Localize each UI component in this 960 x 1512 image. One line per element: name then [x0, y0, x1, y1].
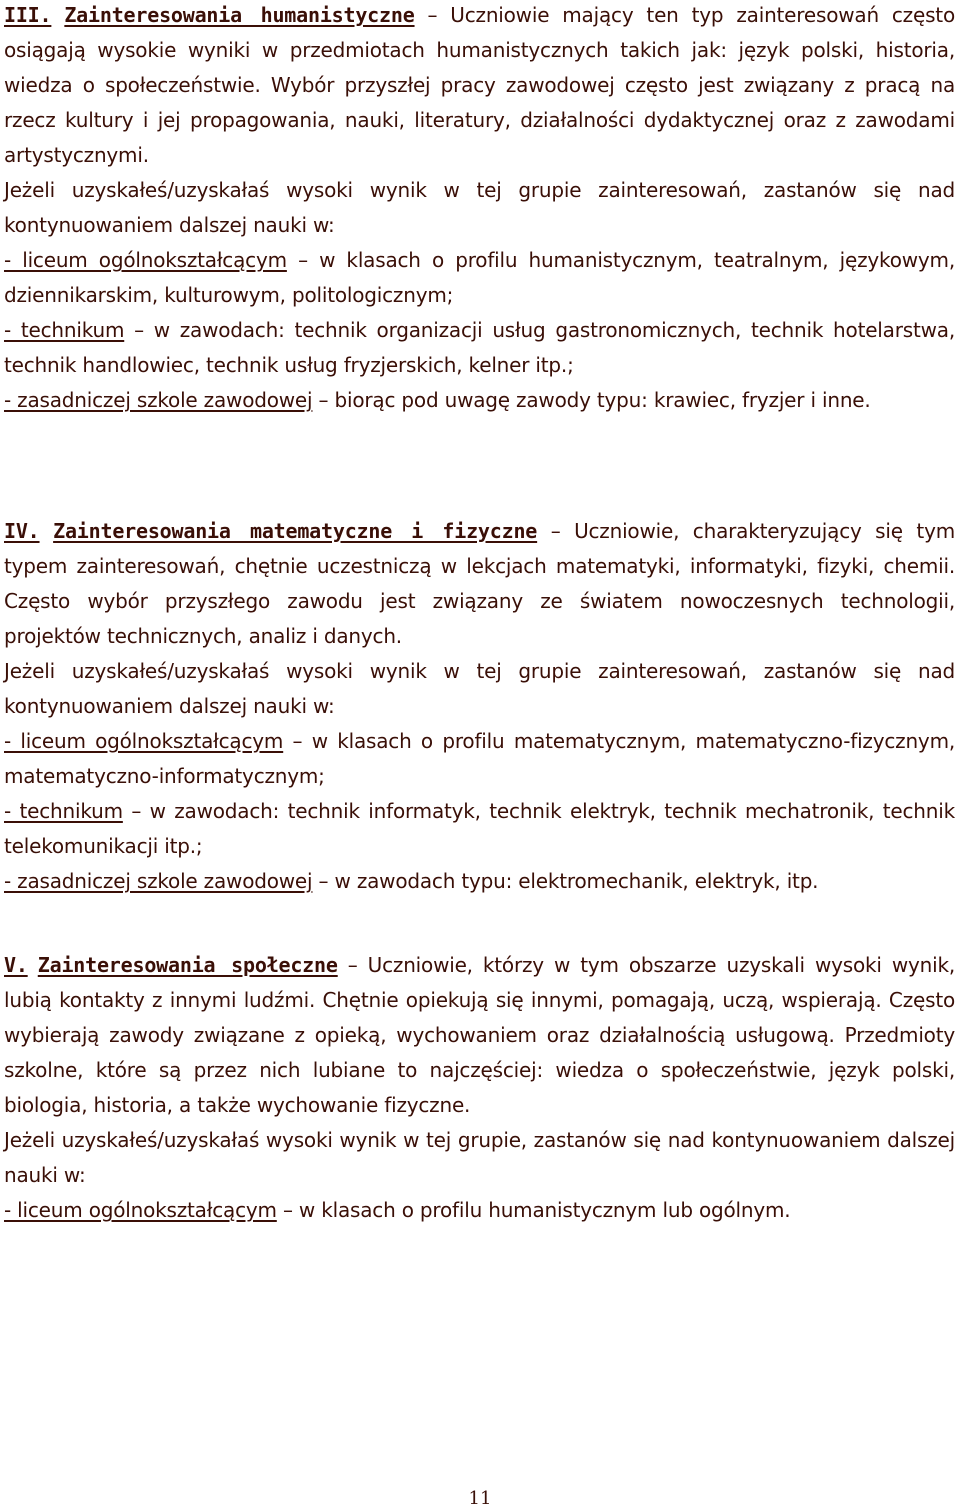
school-option	[4, 724, 955, 794]
school-option-label: - zasadniczej szkole zawodowej	[4, 388, 313, 412]
section-number: V.	[4, 953, 28, 977]
school-option-text: – w klasach o profilu humanistycznym, teatralnym, językowym, dziennikarskim, kulturowym, politologicznym;	[4, 248, 955, 307]
school-option-label: - liceum ogólnokształcącym	[4, 248, 287, 272]
section-number: III.	[4, 3, 52, 27]
school-option	[4, 864, 955, 899]
school-option-text: – w zawodach typu: elektromechanik, elektryk, itp.	[312, 869, 819, 893]
section-humanistic	[4, 0, 955, 418]
school-option	[4, 1193, 955, 1228]
school-option-text: – w klasach o profilu matematycznym, matematyczno-fizycznym, matematyczno-informatycznym;	[4, 729, 956, 788]
school-option-text: – w zawodach: technik organizacji usług gastronomicznych, technik hotelarstwa, technik handlowiec, technik usług fryzjerskich, kelner itp.;	[4, 318, 955, 377]
section-description-text: – Uczniowie, którzy w tym obszarze uzyskali wysoki wynik, lubią kontakty z innymi ludźmi. Chętnie opiekują się innymi, pomagają, uczą, wspierają. Często wybierają zawody związane z opieką, wychowaniem oraz działalnością usługową. Przedmioty szkolne, które są przez nich lubiane to najczęściej: wiedza o społeczeństwie, język polski, biologia, historia, a także wychowanie fizyczne.	[4, 953, 955, 1117]
school-option-label: - zasadniczej szkole zawodowej	[4, 869, 313, 893]
section-number: IV.	[4, 519, 40, 543]
section-description-text: – Uczniowie, charakteryzujący się tym typem zainteresowań, chętnie uczestniczą w lekcjach matematyki, informatyki, fizyki, chemii. Często wybór przyszłego zawodu jest związany ze światem nowoczesnych technologii, projektów technicznych, analiz i danych.	[4, 519, 955, 648]
school-option	[4, 313, 955, 383]
section-description	[4, 948, 955, 1123]
section-description	[4, 0, 955, 173]
section-title: Zainteresowania społeczne	[37, 953, 338, 977]
school-option-label: - technikum	[4, 799, 123, 823]
school-option	[4, 243, 955, 313]
school-option-text: – w zawodach: technik informatyk, technik elektryk, technik mechatronik, technik telekomunikacji itp.;	[4, 799, 955, 858]
school-option-text: – biorąc pod uwagę zawody typu: krawiec, fryzjer i inne.	[312, 388, 871, 412]
page-number: 11	[468, 1488, 492, 1509]
school-option	[4, 383, 955, 418]
school-option-label: - technikum	[4, 318, 125, 342]
school-option-text: – w klasach o profilu humanistycznym lub ogólnym.	[276, 1198, 791, 1222]
section-intro: Jeżeli uzyskałeś/uzyskałaś wysoki wynik w tej grupie, zastanów się nad kontynuowaniem dalszej nauki w:	[4, 1128, 955, 1187]
school-option-label: - liceum ogólnokształcącym	[4, 1198, 277, 1222]
section-title: Zainteresowania humanistyczne	[64, 3, 415, 27]
section-intro: Jeżeli uzyskałeś/uzyskałaś wysoki wynik w tej grupie zainteresowań, zastanów się nad kontynuowaniem dalszej nauki w:	[4, 659, 955, 718]
section-intro: Jeżeli uzyskałeś/uzyskałaś wysoki wynik w tej grupie zainteresowań, zastanów się nad kontynuowaniem dalszej nauki w:	[4, 178, 955, 237]
section-description-text: – Uczniowie mający ten typ zainteresowań często osiągają wysokie wyniki w przedmiotach humanistycznych takich jak: język polski, historia, wiedza o społeczeństwie. Wybór przyszłej pracy zawodowej często jest związany z pracą na rzecz kultury i jej propagowania, nauki, literatury, działalności dydaktycznej oraz z zawodami artystycznymi.	[4, 3, 955, 167]
section-social	[4, 948, 955, 1228]
school-option-label: - liceum ogólnokształcącym	[4, 729, 284, 753]
school-option	[4, 794, 955, 864]
section-title: Zainteresowania matematyczne i fizyczne	[53, 519, 538, 543]
section-description	[4, 514, 955, 654]
section-math-physics	[4, 514, 955, 899]
